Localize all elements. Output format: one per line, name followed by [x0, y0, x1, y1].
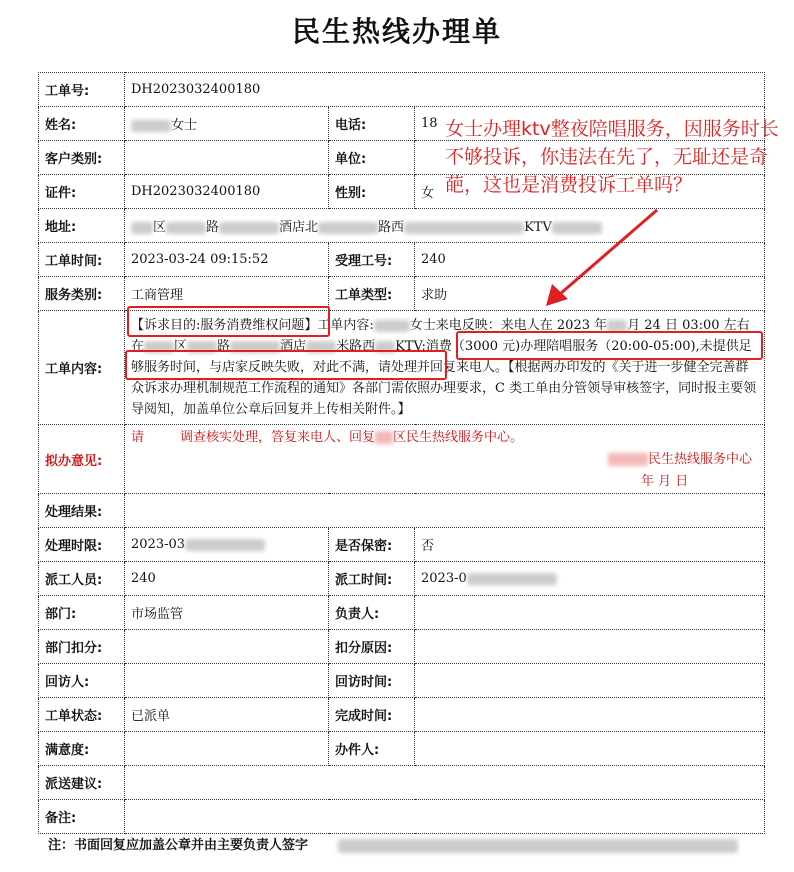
label: 单位:	[329, 141, 415, 175]
text: 2023-0	[421, 571, 467, 586]
text: KTV	[524, 220, 552, 235]
text: 女士来电反映：来电人在 2023 年	[409, 318, 608, 333]
phone-value: 18	[421, 116, 438, 131]
text: 未提供足够服务时间，与店家反映失败，对此不满，	[131, 339, 752, 375]
text: 年 月 日	[641, 474, 689, 489]
label: 办件人:	[329, 732, 415, 766]
label: 工单类型:	[329, 277, 415, 311]
value: 否	[415, 528, 765, 562]
label: 部门:	[39, 596, 125, 630]
text: 区	[153, 220, 167, 235]
label: 拟办意见:	[39, 425, 125, 494]
label: 工单号:	[39, 73, 125, 107]
label: 证件:	[39, 175, 125, 209]
value: DH2023032400180	[125, 73, 765, 107]
value: 求助	[415, 277, 765, 311]
text: 【诉求目的:服务消费维权问题】	[131, 318, 318, 333]
text: 月 24 日 03:00 左右在	[131, 318, 750, 354]
label: 派工人员:	[39, 562, 125, 596]
value: 工商管理	[125, 277, 329, 311]
label: 派工时间:	[329, 562, 415, 596]
label: 处理时限:	[39, 528, 125, 562]
label: 完成时间:	[329, 698, 415, 732]
text: 米路西	[336, 339, 376, 354]
text: 路	[206, 220, 220, 235]
label: 地址:	[39, 209, 125, 243]
text: 路西	[378, 220, 405, 235]
text: 调查核实处理，答复来电人、回复	[180, 430, 376, 445]
label: 派送建议:	[39, 766, 125, 800]
text: 酒店	[280, 339, 307, 354]
label: 工单状态:	[39, 698, 125, 732]
value: 已派单	[125, 698, 329, 732]
label: 负责人:	[329, 596, 415, 630]
text: 路	[217, 339, 231, 354]
label: 满意度:	[39, 732, 125, 766]
label: 姓名:	[39, 107, 125, 141]
label: 客户类别:	[39, 141, 125, 175]
label: 性别:	[329, 175, 415, 209]
label: 处理结果:	[39, 494, 125, 528]
page-title: 民生热线办理单	[291, 15, 502, 48]
text: 民生热线服务中心	[647, 452, 752, 467]
value: 女	[415, 175, 765, 209]
redacted-region	[338, 839, 738, 853]
value: 市场监管	[125, 596, 329, 630]
text: 区	[174, 339, 188, 354]
text: 酒店北	[279, 220, 319, 235]
text: 请	[131, 430, 145, 445]
label: 扣分原因:	[329, 630, 415, 664]
footer-note	[48, 834, 738, 853]
label: 服务类别:	[39, 277, 125, 311]
text: 注：书面回复应加盖公章并由主要负责人签字	[48, 838, 309, 853]
label: 备注:	[39, 800, 125, 834]
text: 工单内容:	[317, 318, 374, 333]
value: 240	[125, 562, 329, 596]
label: 工单内容:	[39, 311, 125, 425]
text: KTV;消费（3000 元)办理陪唱服务（20:00-05:00),	[395, 339, 700, 354]
text: 区民生热线服务中心。	[393, 430, 524, 445]
label: 回访人:	[39, 664, 125, 698]
name-value: 女士	[171, 118, 198, 133]
label: 电话:	[329, 107, 415, 141]
label: 工单时间:	[39, 243, 125, 277]
text: 2023-03	[131, 537, 186, 552]
annotation-text: 女士办理ktv整夜陪唱服务，因服务时长不够投诉，你违法在先了，无耻还是奇葩，这也是消费投诉工单吗？	[445, 118, 779, 196]
value: DH2023032400180	[125, 175, 329, 209]
label: 回访时间:	[329, 664, 415, 698]
text: 请处理并回复来电人。【根据两办印发的《关于进一步健全完善群众诉求办理机制规范工作流程的通知》各部门需依照办理要求，C 类工单由分管领导审核签字，同时报主要领导阅知，加盖单位公章后回复并上传相关附件。】	[131, 360, 757, 417]
value: 2023-03-24 09:15:52	[125, 243, 329, 277]
label: 是否保密:	[329, 528, 415, 562]
label: 部门扣分:	[39, 630, 125, 664]
label: 受理工号:	[329, 243, 415, 277]
value: 240	[415, 243, 765, 277]
